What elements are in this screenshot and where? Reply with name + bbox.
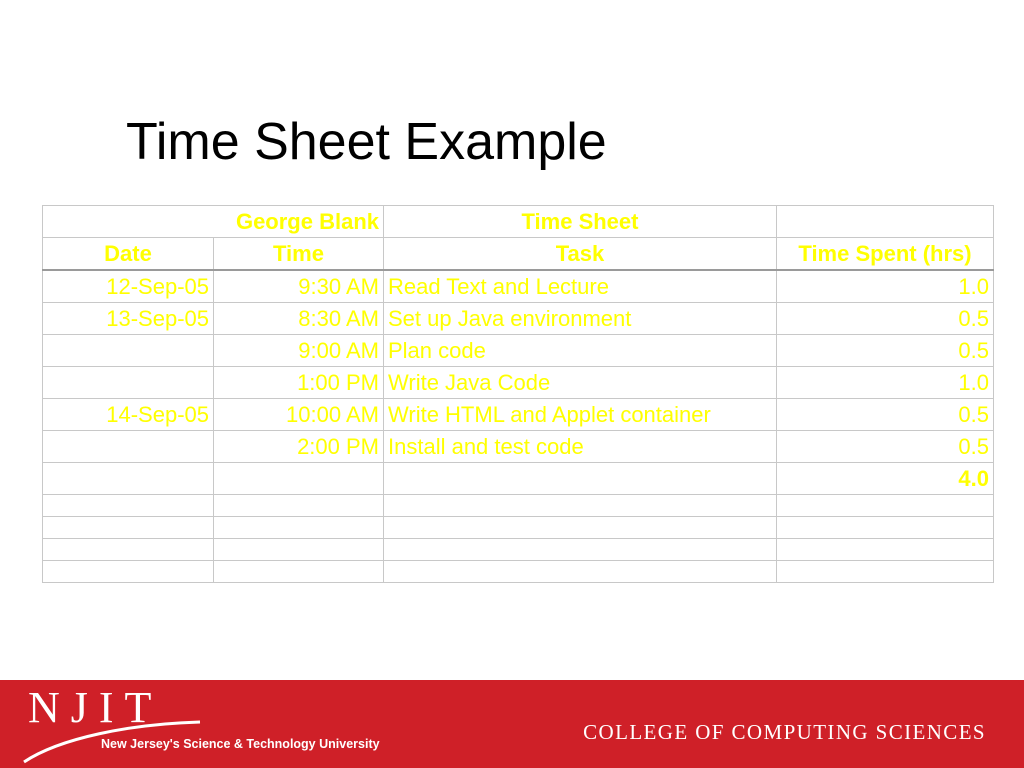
empty-row <box>43 539 994 561</box>
sheet-title-row <box>43 206 994 238</box>
hours-cell: 0.5 <box>777 335 994 367</box>
date-cell: 14-Sep-05 <box>43 399 214 431</box>
employee-name: George Blank <box>43 206 384 238</box>
total-hours: 4.0 <box>777 463 994 495</box>
empty-cell <box>384 463 777 495</box>
task-cell: Write HTML and Applet container <box>384 399 777 431</box>
sheet-title: Time Sheet <box>384 206 777 238</box>
timesheet-table <box>42 205 994 583</box>
task-cell: Set up Java environment <box>384 303 777 335</box>
task-cell: Install and test code <box>384 431 777 463</box>
njit-logo: NJIT <box>28 683 163 732</box>
table-row <box>43 303 994 335</box>
header-task: Task <box>384 238 777 271</box>
task-cell: Write Java Code <box>384 367 777 399</box>
date-cell: 13-Sep-05 <box>43 303 214 335</box>
header-date: Date <box>43 238 214 271</box>
slide-title: Time Sheet Example <box>126 113 607 171</box>
empty-cell <box>214 463 384 495</box>
hours-cell: 0.5 <box>777 431 994 463</box>
task-cell: Plan code <box>384 335 777 367</box>
date-cell <box>43 431 214 463</box>
header-time: Time <box>214 238 384 271</box>
date-cell: 12-Sep-05 <box>43 270 214 303</box>
header-row <box>43 238 994 271</box>
hours-cell: 0.5 <box>777 399 994 431</box>
hours-cell: 1.0 <box>777 367 994 399</box>
date-cell <box>43 367 214 399</box>
time-cell: 9:30 AM <box>214 270 384 303</box>
table-row <box>43 270 994 303</box>
logo-tagline: New Jersey's Science & Technology University <box>101 737 380 751</box>
hours-cell: 1.0 <box>777 270 994 303</box>
empty-row <box>43 561 994 583</box>
table-row <box>43 367 994 399</box>
college-name: COLLEGE OF COMPUTING SCIENCES <box>583 720 986 744</box>
empty-row <box>43 517 994 539</box>
table-row <box>43 399 994 431</box>
time-cell: 9:00 AM <box>214 335 384 367</box>
time-cell: 2:00 PM <box>214 431 384 463</box>
date-cell <box>43 335 214 367</box>
time-cell: 10:00 AM <box>214 399 384 431</box>
empty-row <box>43 495 994 517</box>
task-cell: Read Text and Lecture <box>384 270 777 303</box>
total-row <box>43 463 994 495</box>
empty-cell <box>43 463 214 495</box>
header-time-spent: Time Spent (hrs) <box>777 238 994 271</box>
hours-cell: 0.5 <box>777 303 994 335</box>
time-cell: 1:00 PM <box>214 367 384 399</box>
table-row <box>43 431 994 463</box>
empty-cell <box>777 206 994 238</box>
time-cell: 8:30 AM <box>214 303 384 335</box>
table-row <box>43 335 994 367</box>
